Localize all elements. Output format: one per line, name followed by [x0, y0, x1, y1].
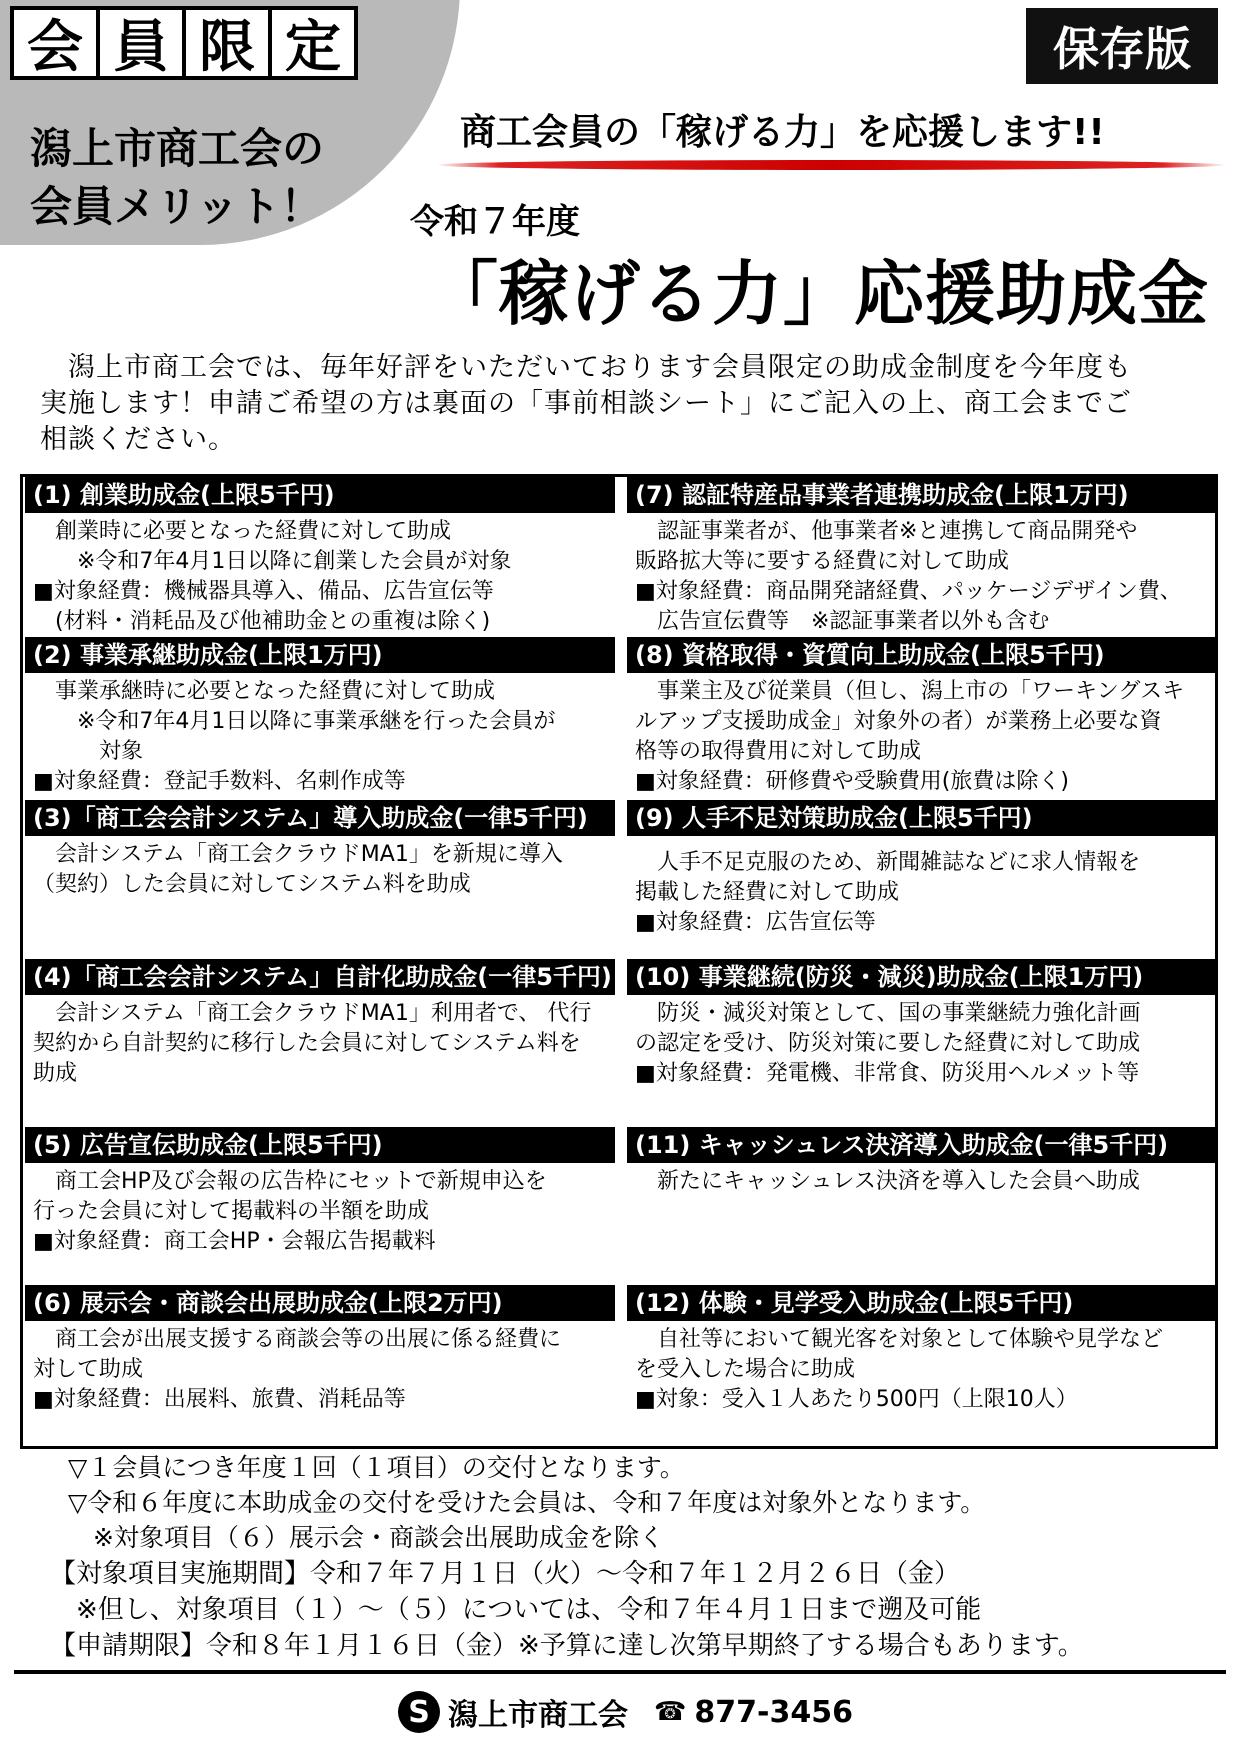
- grant-items-box: [20, 474, 1218, 1449]
- body-line: 商工会HP及び会報の広告枠にセットで新規申込を: [33, 1169, 547, 1194]
- grant-item-header: (2) 事業承継助成金(上限1万円): [25, 637, 615, 673]
- grant-item-header: (5) 広告宣伝助成金(上限5千円): [25, 1127, 615, 1163]
- body-line: 販路拡大等に要する経費に対して助成: [635, 549, 1010, 574]
- member-only-char: 員: [96, 6, 186, 80]
- grant-item: [627, 800, 1217, 938]
- red-brush-line: [436, 160, 1226, 170]
- grant-item-body: [627, 836, 1217, 938]
- body-line: 契約から自計契約に移行した会員に対してシステム料を: [33, 1031, 581, 1056]
- note-line: ▽１会員につき年度１回（１項目）の交付となります。: [68, 1453, 685, 1482]
- body-line: 広告宣伝費等 ※認証事業者以外も含む: [635, 609, 1050, 634]
- body-line: ※令和7年4月1日以降に創業した会員が対象: [33, 549, 512, 574]
- grant-item-body: [25, 1163, 615, 1257]
- body-line: 事業承継時に必要となった経費に対して助成: [33, 679, 496, 704]
- body-line: 助成: [33, 1061, 78, 1086]
- org-name: 潟上市商工会: [448, 1698, 628, 1733]
- body-line: 創業時に必要となった経費に対して助成: [33, 519, 452, 544]
- body-line: ■対象経費：研修費や受験費用(旅費は除く): [635, 769, 1069, 794]
- grant-item-body: [25, 1321, 615, 1415]
- grant-item-body: [627, 513, 1217, 637]
- keep-version-badge: 保存版: [1026, 8, 1218, 84]
- deadline-line: 【申請期限】令和８年１月１６日（金）※予算に達し次第早期終了する場合もあります。: [50, 1631, 1084, 1661]
- grant-item-header: (10) 事業継続(防災・減災)助成金(上限1万円): [627, 959, 1217, 995]
- notes: [68, 1450, 985, 1555]
- body-line: （契約）した会員に対してシステム料を助成: [33, 872, 471, 897]
- grant-item-body: [25, 836, 615, 900]
- period-line: 【対象項目実施期間】令和７年７月１日（火）～令和７年１２月２６日（金）: [50, 1559, 961, 1589]
- body-line: 会計システム「商工会クラウドMA1」利用者で、 代行: [33, 1001, 592, 1026]
- grant-item-header: (3)「商工会会計システム」導入助成金(一律5千円): [25, 800, 615, 836]
- grant-item-body: [25, 673, 615, 797]
- grant-item-body: [627, 995, 1217, 1089]
- intro-line: 潟上市商工会では、毎年好評をいただいております会員限定の助成金制度を今年度も: [40, 352, 1132, 383]
- footer: [398, 1690, 853, 1734]
- merit-line: 会員メリット！: [30, 182, 323, 231]
- page-title: 「稼げる力」応援助成金: [428, 253, 1209, 335]
- grant-item-body: [627, 1321, 1217, 1415]
- body-line: ■対象：受入１人あたり500円（上限10人）: [635, 1387, 1078, 1412]
- body-line: を受入した場合に助成: [635, 1357, 856, 1382]
- member-only-char: 限: [182, 6, 272, 80]
- body-line: 防災・減災対策として、国の事業継続力強化計画: [635, 1001, 1141, 1026]
- slogan: 商工会員の「稼げる力」を応援します!!: [460, 112, 1105, 153]
- grant-item-header: (6) 展示会・商談会出展助成金(上限2万円): [25, 1285, 615, 1321]
- member-only-char: 会: [10, 6, 100, 80]
- body-line: 対象: [33, 739, 144, 764]
- body-line: 格等の取得費用に対して助成: [635, 739, 922, 764]
- period-info: [50, 1556, 1084, 1664]
- intro-line: 相談ください。: [40, 424, 236, 455]
- body-line: 新たにキャッシュレス決済を導入した会員へ助成: [635, 1169, 1140, 1194]
- note-line: ※対象項目（６）展示会・商談会出展助成金を除く: [68, 1523, 664, 1552]
- member-only-char: 定: [268, 6, 358, 80]
- grant-item: [627, 1127, 1217, 1197]
- grant-item-header: (11) キャッシュレス決済導入助成金(一律5千円): [627, 1127, 1217, 1163]
- grant-item-header: (9) 人手不足対策助成金(上限5千円): [627, 800, 1217, 836]
- body-line: ■対象経費：登記手数料、名刺作成等: [33, 769, 406, 794]
- body-line: 会計システム「商工会クラウドMA1」を新規に導入: [33, 842, 563, 867]
- grant-item: [25, 477, 615, 637]
- grant-item: [627, 959, 1217, 1089]
- grant-item-header: (7) 認証特産品事業者連携助成金(上限1万円): [627, 477, 1217, 513]
- phone-icon: ☎: [654, 1697, 687, 1727]
- merit-line: 潟上市商工会の: [30, 124, 325, 173]
- body-line: 認証事業者が、他事業者※と連携して商品開発や: [635, 519, 1138, 544]
- body-line: ■対象経費：機械器具導入、備品、広告宣伝等: [33, 579, 494, 604]
- grant-item: [627, 637, 1217, 797]
- grant-item: [25, 800, 615, 900]
- body-line: ■対象経費：発電機、非常食、防災用ヘルメット等: [635, 1061, 1140, 1086]
- grant-item-header: (12) 体験・見学受入助成金(上限5千円): [627, 1285, 1217, 1321]
- body-line: ルアップ支援助成金」対象外の者）が業務上必要な資: [635, 709, 1162, 734]
- footer-divider: [14, 1670, 1226, 1674]
- grant-item-header: (1) 創業助成金(上限5千円): [25, 477, 615, 513]
- phone-number: 877-3456: [694, 1694, 853, 1730]
- body-line: 人手不足克服のため、新聞雑誌などに求人情報を: [635, 850, 1141, 875]
- body-line: 対して助成: [33, 1357, 144, 1382]
- body-line: 商工会が出展支援する商談会等の出展に係る経費に: [33, 1327, 562, 1352]
- grant-item: [627, 477, 1217, 637]
- body-line: ※令和7年4月1日以降に事業承継を行った会員が: [33, 709, 556, 734]
- grant-item: [627, 1285, 1217, 1415]
- member-merit-text: [30, 120, 324, 236]
- grant-item: [25, 1127, 615, 1257]
- fiscal-year: 令和７年度: [410, 202, 580, 242]
- period-line: ※但し、対象項目（１）～（５）については、令和７年４月１日まで遡及可能: [50, 1595, 982, 1625]
- body-line: 自社等において観光客を対象として体験や見学など: [635, 1327, 1164, 1352]
- intro-paragraph: [40, 350, 1200, 458]
- body-line: ■対象経費：出展料、旅費、消耗品等: [33, 1387, 406, 1412]
- body-line: の認定を受け、防災対策に要した経費に対して助成: [635, 1031, 1141, 1056]
- body-line: ■対象経費：広告宣伝等: [635, 910, 876, 935]
- body-line: 事業主及び従業員（但し、潟上市の「ワーキングスキ: [635, 679, 1185, 704]
- intro-line: 実施します！申請ご希望の方は裏面の「事前相談シート」にご記入の上、商工会までご: [40, 388, 1132, 419]
- grant-item: [25, 1285, 615, 1415]
- grant-item-header: (8) 資格取得・資質向上助成金(上限5千円): [627, 637, 1217, 673]
- body-line: 掲載した経費に対して助成: [635, 880, 900, 905]
- grant-item-body: [25, 995, 615, 1089]
- body-line: ■対象経費：商品開発諸経費、パッケージデザイン費、: [635, 579, 1182, 604]
- member-only-badge: [10, 6, 354, 80]
- body-line: (材料・消耗品及び他補助金との重複は除く): [33, 609, 491, 634]
- note-line: ▽令和６年度に本助成金の交付を受けた会員は、令和７年度は対象外となります。: [68, 1488, 986, 1517]
- grant-item: [25, 637, 615, 797]
- body-line: 行った会員に対して掲載料の半額を助成: [33, 1199, 430, 1224]
- grant-item-body: [25, 513, 615, 637]
- grant-item-header: (4)「商工会会計システム」自計化助成金(一律5千円): [25, 959, 615, 995]
- grant-item: [25, 959, 615, 1089]
- grant-item-body: [627, 673, 1217, 797]
- grant-item-body: [627, 1163, 1217, 1197]
- chamber-logo-icon: S: [398, 1691, 440, 1733]
- body-line: ■対象経費：商工会HP・会報広告掲載料: [33, 1229, 436, 1254]
